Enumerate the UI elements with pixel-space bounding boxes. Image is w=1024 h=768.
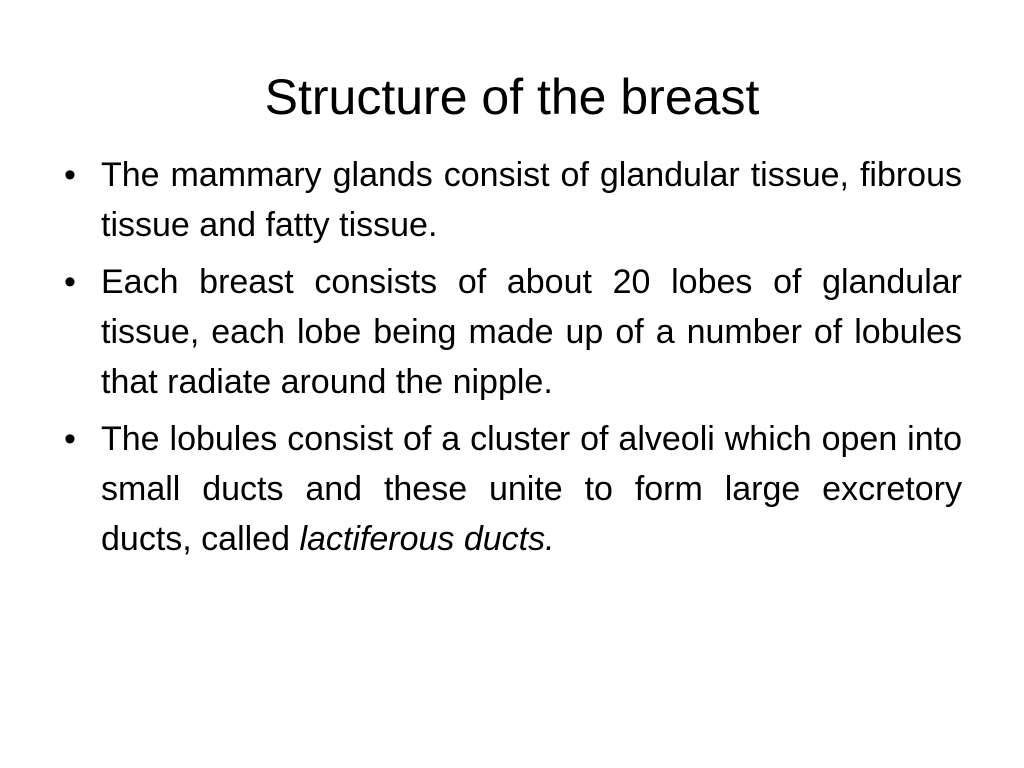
bullet-dot-icon: • — [64, 263, 76, 301]
slide-title: Structure of the breast — [264, 69, 760, 125]
bullet-text: Each breast consists of about 20 lobes of glandular tissue, each lobe being made up of a number of lobules that radiate around the nipple. — [101, 263, 962, 401]
bullet-dot-icon: • — [64, 156, 76, 194]
bullet-item — [58, 150, 962, 250]
bullet-emphasis: lactiferous ducts. — [299, 520, 555, 558]
bullet-list — [58, 150, 962, 571]
bullet-item — [58, 414, 962, 564]
bullet-text: The lobules consist of a cluster of alveoli which open into small ducts and these unite to form large excretory ducts, called — [101, 420, 962, 558]
bullet-dot-icon: • — [64, 420, 76, 458]
bullet-text: The mammary glands consist of glandular tissue, fibrous tissue and fatty tissue. — [101, 156, 962, 244]
bullet-item — [58, 257, 962, 407]
